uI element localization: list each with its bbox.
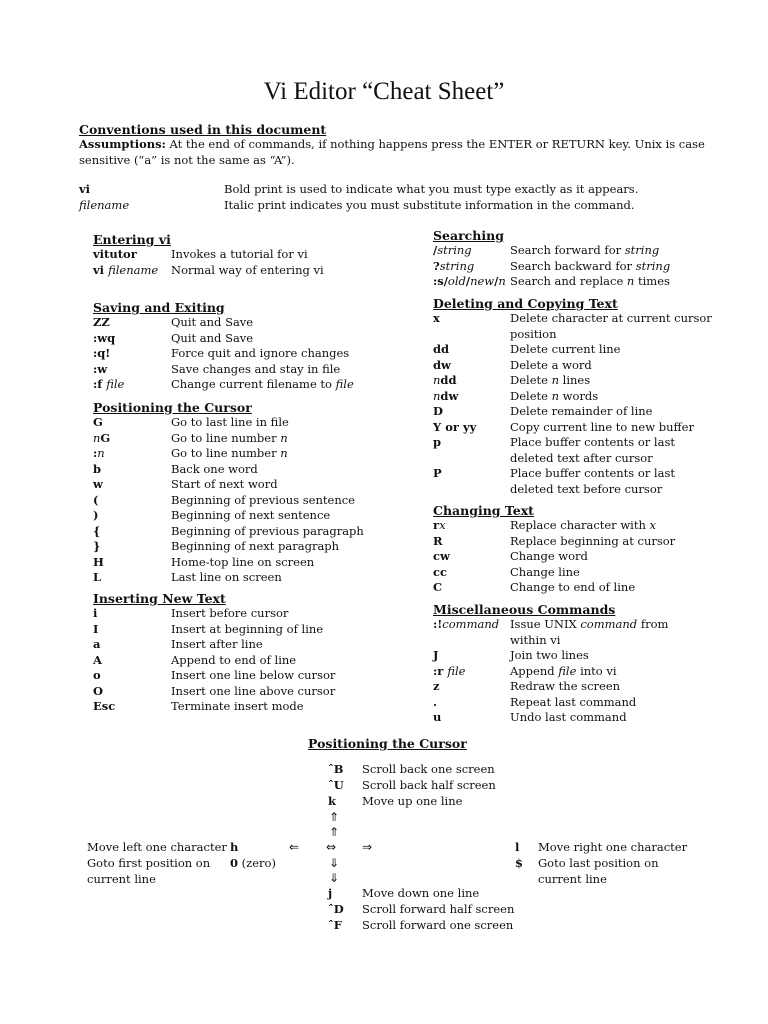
saving-cmd <box>93 362 107 377</box>
command-arg: new <box>470 274 495 288</box>
command-key: dd <box>433 342 450 356</box>
misc-desc <box>510 664 617 679</box>
description: Insert at beginning of line <box>171 621 324 636</box>
description: Replace beginning at cursor <box>510 533 676 548</box>
description: Back one word <box>171 461 258 476</box>
diagram-down-desc: Scroll forward one screen <box>362 918 514 932</box>
command-arg: string <box>439 258 475 273</box>
description: Place buffer contents or last <box>510 435 675 449</box>
deleting-desc-cont: position <box>510 326 557 341</box>
command-key: u <box>433 710 442 724</box>
positioning-desc <box>171 431 288 446</box>
inserting-cmd <box>93 622 98 637</box>
inserting-desc <box>171 699 304 714</box>
diagram-up-desc: Move up one line <box>362 794 463 808</box>
entering-desc <box>171 247 308 262</box>
saving-cmd <box>93 346 110 361</box>
description: Home-top line on screen <box>171 554 315 569</box>
description: Replace character with <box>510 518 646 532</box>
positioning-desc <box>171 555 314 570</box>
command-key: . <box>433 694 438 709</box>
description: Join two lines <box>510 648 589 662</box>
deleting-desc <box>510 342 621 357</box>
command-key: ZZ <box>93 315 110 329</box>
command-key: vitutor <box>93 247 137 261</box>
description: Go to line number <box>171 446 277 460</box>
searching-cmd <box>433 243 472 258</box>
arrow-down-icon: ⇓ <box>329 871 340 885</box>
right-move-desc: Move right one character <box>538 840 688 854</box>
command-key: r <box>433 518 440 532</box>
saving-desc <box>171 331 253 346</box>
diagram-down-desc: Move down one line <box>362 886 480 900</box>
arrow-down-icon: ⇓ <box>329 856 340 870</box>
changing-cmd <box>433 565 447 580</box>
positioning-cmd <box>93 446 105 461</box>
arrow-right-icon: ⇒ <box>362 840 373 854</box>
command-prefix: n <box>433 373 441 387</box>
command-key: / <box>433 243 438 257</box>
description: Insert one line above cursor <box>171 683 336 698</box>
saving-desc <box>171 315 253 330</box>
command-key: ? <box>433 258 440 273</box>
misc-desc <box>510 648 589 663</box>
positioning-desc <box>171 477 278 492</box>
diagram-down-desc: Scroll forward half screen <box>362 902 515 916</box>
positioning-desc <box>171 570 282 585</box>
description-arg: n <box>280 446 288 460</box>
positioning-cmd <box>93 508 98 523</box>
description: Delete a word <box>510 357 592 372</box>
positioning-cmd <box>93 539 100 554</box>
command-key: dw <box>440 388 459 403</box>
description: Search forward for <box>510 243 622 257</box>
arrow-left-right-icon: ⇔ <box>326 840 337 854</box>
description-arg: n <box>626 274 635 288</box>
command-prefix: n <box>93 430 101 445</box>
command-arg: file <box>447 663 466 678</box>
command-key: :r <box>433 663 444 678</box>
inserting-desc <box>171 684 335 699</box>
description-arg: string <box>624 243 660 257</box>
command-prefix: n <box>433 388 441 403</box>
entering-cmd <box>93 247 137 262</box>
deleting-cmd <box>433 435 441 450</box>
italic-example: filename <box>79 198 130 212</box>
command-key: J <box>433 648 439 662</box>
inserting-desc <box>171 668 335 683</box>
misc-cmd <box>433 679 440 694</box>
description-arg: file <box>335 377 354 391</box>
deleting-cmd <box>433 420 476 435</box>
description: Terminate insert mode <box>171 699 304 713</box>
description: words <box>562 388 599 403</box>
entering-title: Entering vi <box>93 232 171 247</box>
positioning-title: Positioning the Cursor <box>93 400 252 415</box>
command-key: p <box>433 435 442 449</box>
searching-desc <box>510 259 670 274</box>
positioning-desc <box>171 462 258 477</box>
deleting-desc <box>510 389 598 404</box>
changing-desc <box>510 549 588 564</box>
description: Delete character at current cursor <box>510 311 712 325</box>
command-key: b <box>93 461 102 476</box>
changing-desc <box>510 565 580 580</box>
inserting-cmd <box>93 606 97 621</box>
description: Go to line number <box>171 430 277 445</box>
command-key: P <box>433 466 442 480</box>
misc-desc-cont: within vi <box>510 632 561 647</box>
command-arg: x <box>439 518 446 532</box>
diagram-up-cmd: ˆU <box>328 778 344 792</box>
description: Insert after line <box>171 637 263 651</box>
command-arg: filename <box>108 262 159 277</box>
description: Invokes a tutorial for vi <box>171 247 308 261</box>
description: Quit and Save <box>171 330 254 345</box>
command-key: ( <box>93 492 99 507</box>
entering-desc <box>171 263 324 278</box>
arrow-left-icon: ⇐ <box>289 840 300 854</box>
description: Beginning of previous sentence <box>171 492 355 507</box>
command-arg: file <box>106 377 125 391</box>
description: Insert before cursor <box>171 606 289 620</box>
changing-title: Changing Text <box>433 503 534 518</box>
right-move-cmd: l <box>515 840 520 854</box>
inserting-cmd <box>93 637 100 652</box>
searching-desc <box>510 243 659 258</box>
command-key: a <box>93 637 101 651</box>
deleting-desc <box>510 435 675 450</box>
inserting-cmd <box>93 684 103 699</box>
command-key: dw <box>433 357 451 372</box>
left-move-cmd: h <box>230 840 239 854</box>
description: Search backward for <box>510 258 633 273</box>
deleting-cmd <box>433 342 449 357</box>
description: Redraw the screen <box>510 679 621 693</box>
deleting-desc <box>510 466 675 481</box>
command-key: D <box>433 404 443 418</box>
description-arg: n <box>280 430 288 445</box>
arrow-up-icon: ⇑ <box>329 810 340 824</box>
command-key: w <box>93 477 103 491</box>
description: Undo last command <box>510 710 627 724</box>
saving-cmd <box>93 377 124 392</box>
positioning-desc <box>171 524 364 539</box>
description: Beginning of next paragraph <box>171 539 340 553</box>
entering-cmd <box>93 263 158 278</box>
searching-desc <box>510 274 670 289</box>
diagram-up-desc: Scroll back one screen <box>362 762 495 776</box>
command-key: Y or yy <box>433 419 477 434</box>
description: Delete <box>510 388 548 403</box>
deleting-cmd <box>433 358 451 373</box>
description: Normal way of entering vi <box>171 262 324 277</box>
command-arg: n <box>498 274 506 288</box>
description-arg: x <box>649 518 657 532</box>
deleting-desc <box>510 358 592 373</box>
command-key: C <box>433 580 443 594</box>
left-first-cmd <box>230 856 276 871</box>
positioning-cmd <box>93 431 110 446</box>
searching-cmd <box>433 259 474 274</box>
misc-cmd <box>433 648 438 663</box>
misc-desc <box>510 710 627 725</box>
deleting-desc-cont: deleted text before cursor <box>510 481 663 496</box>
positioning-cmd <box>93 493 98 508</box>
command-key: i <box>93 606 98 620</box>
command-key: G <box>93 415 103 429</box>
deleting-desc <box>510 311 712 326</box>
positioning-cmd <box>93 462 101 477</box>
assumptions-label: Assumptions: <box>79 137 166 151</box>
command-key: z <box>433 679 440 693</box>
command-key: cw <box>433 549 450 563</box>
command-key: Esc <box>93 699 116 713</box>
command-arg: n <box>97 446 105 460</box>
description-arg: command <box>580 617 638 631</box>
command-key: o <box>93 668 101 682</box>
description: Quit and Save <box>171 315 254 329</box>
command-key: R <box>433 533 443 548</box>
inserting-desc <box>171 606 288 621</box>
description-arg: file <box>558 663 577 678</box>
diagram-title: Positioning the Cursor <box>308 736 467 751</box>
command-key: :w <box>93 361 108 376</box>
assumptions-text-1: At the end of commands, if nothing happens press the ENTER or RETURN key. Unix is case <box>169 137 705 151</box>
misc-title: Miscellaneous Commands <box>433 602 616 617</box>
left-first-desc: Goto first position on <box>87 856 211 870</box>
command-key: I <box>93 621 99 636</box>
description: Save changes and stay in file <box>171 361 341 376</box>
page-title: Vi Editor “Cheat Sheet” <box>263 78 505 105</box>
deleting-title: Deleting and Copying Text <box>433 296 618 311</box>
assumptions-line2: sensitive (“a” is not the same as “A”). <box>79 153 295 167</box>
command-key: :! <box>433 617 443 631</box>
diagram-down-cmd: ˆF <box>328 918 342 932</box>
description: Repeat last command <box>510 694 637 709</box>
command-key: :f <box>93 377 103 391</box>
inserting-desc <box>171 637 263 652</box>
command-key: { <box>93 523 101 538</box>
positioning-cmd <box>93 570 101 585</box>
misc-desc <box>510 679 620 694</box>
description: Insert one line below cursor <box>171 668 336 682</box>
description: Search and replace <box>510 274 624 288</box>
diagram-down-cmd: ˆD <box>328 902 344 916</box>
positioning-desc <box>171 539 339 554</box>
description: Copy current line to new buffer <box>510 419 694 434</box>
command-key: H <box>93 554 104 569</box>
saving-desc <box>171 362 340 377</box>
assumptions-line1 <box>79 137 705 152</box>
positioning-desc <box>171 415 289 430</box>
command-arg: command <box>442 617 500 631</box>
description: lines <box>562 373 591 387</box>
misc-cmd <box>433 664 465 679</box>
deleting-desc <box>510 373 590 388</box>
deleting-cmd <box>433 389 458 404</box>
description-arg: string <box>635 258 671 273</box>
changing-desc <box>510 518 656 533</box>
description: Place buffer contents or last <box>510 466 675 480</box>
description: Beginning of previous paragraph <box>171 523 364 538</box>
description: Delete remainder of line <box>510 404 653 418</box>
command-key: :q! <box>93 346 111 360</box>
description-arg: n <box>551 388 560 403</box>
changing-desc <box>510 534 675 549</box>
diagram-up-desc: Scroll back half screen <box>362 778 496 792</box>
positioning-cmd <box>93 415 103 430</box>
command-key: x <box>433 311 440 325</box>
searching-title: Searching <box>433 228 504 243</box>
description: into vi <box>580 663 617 678</box>
description: Start of next word <box>171 477 278 491</box>
command-key: G <box>100 430 111 445</box>
conventions-heading: Conventions used in this document <box>79 122 327 137</box>
deleting-cmd <box>433 466 442 481</box>
description: Change line <box>510 564 580 579</box>
right-last-desc-cont: current line <box>538 872 607 886</box>
positioning-cmd <box>93 555 104 570</box>
positioning-cmd <box>93 477 103 492</box>
misc-desc <box>510 695 636 710</box>
positioning-desc <box>171 446 288 461</box>
inserting-title: Inserting New Text <box>93 591 226 606</box>
misc-cmd <box>433 710 441 725</box>
positioning-desc <box>171 493 355 508</box>
command-key: 0 <box>230 856 239 870</box>
deleting-desc <box>510 404 652 419</box>
changing-cmd <box>433 518 446 533</box>
saving-cmd <box>93 331 115 346</box>
saving-cmd <box>93 315 110 330</box>
description: Append <box>510 663 555 678</box>
deleting-cmd <box>433 373 457 388</box>
right-last-desc: Goto last position on <box>538 856 659 870</box>
saving-desc <box>171 377 354 392</box>
diagram-down-cmd: j <box>328 886 333 900</box>
command-key: } <box>93 539 101 553</box>
description: Beginning of next sentence <box>171 508 331 522</box>
description: Change to end of line <box>510 580 636 594</box>
misc-desc <box>510 617 668 632</box>
inserting-cmd <box>93 653 102 668</box>
inserting-cmd <box>93 668 101 683</box>
deleting-desc <box>510 420 694 435</box>
searching-cmd <box>433 274 506 289</box>
positioning-cmd <box>93 524 100 539</box>
left-move-desc: Move left one character <box>87 840 227 854</box>
bold-example: vi <box>79 182 91 196</box>
command-arg: old <box>447 274 466 288</box>
saving-desc <box>171 346 349 361</box>
misc-cmd <box>433 617 499 632</box>
description: Force quit and ignore changes <box>171 346 350 360</box>
description: Change word <box>510 549 588 563</box>
inserting-desc <box>171 653 296 668</box>
description: Change current filename to <box>171 377 332 391</box>
arrow-up-icon: ⇑ <box>329 825 340 839</box>
command-key: / <box>494 274 499 288</box>
command-note: (zero) <box>241 856 276 870</box>
diagram-up-cmd: ˆB <box>328 762 344 776</box>
description: Delete current line <box>510 342 621 356</box>
command-key: : <box>93 446 98 460</box>
command-key: cc <box>433 564 448 579</box>
deleting-cmd <box>433 404 443 419</box>
command-key: / <box>465 274 471 288</box>
changing-cmd <box>433 580 442 595</box>
left-first-desc-cont: current line <box>87 872 156 886</box>
description: Delete <box>510 373 548 387</box>
description: Last line on screen <box>171 570 282 584</box>
deleting-desc-cont: deleted text after cursor <box>510 450 653 465</box>
description: times <box>638 274 670 288</box>
command-key: O <box>93 683 104 698</box>
bold-desc: Bold print is used to indicate what you must type exactly as it appears. <box>224 182 639 196</box>
command-key: L <box>93 570 102 584</box>
description: Issue UNIX <box>510 617 577 631</box>
command-key: ) <box>93 508 99 522</box>
right-last-cmd: $ <box>515 856 524 870</box>
description: Go to last line in file <box>171 415 289 429</box>
deleting-cmd <box>433 311 440 326</box>
inserting-desc <box>171 622 323 637</box>
command-key: vi <box>93 262 105 277</box>
command-arg: string <box>437 243 472 257</box>
diagram-up-cmd: k <box>328 794 336 808</box>
changing-cmd <box>433 549 450 564</box>
command-key: :wq <box>93 330 116 345</box>
positioning-desc <box>171 508 330 523</box>
changing-cmd <box>433 534 443 549</box>
command-key: dd <box>440 373 457 387</box>
description: from <box>640 617 669 631</box>
inserting-cmd <box>93 699 115 714</box>
command-key: A <box>93 652 102 667</box>
saving-title: Saving and Exiting <box>93 300 225 315</box>
changing-desc <box>510 580 635 595</box>
description-arg: n <box>551 373 560 387</box>
misc-cmd <box>433 695 437 710</box>
description: Append to end of line <box>171 652 297 667</box>
command-key: :s/ <box>433 274 448 288</box>
italic-desc: Italic print indicates you must substitute information in the command. <box>224 198 635 212</box>
